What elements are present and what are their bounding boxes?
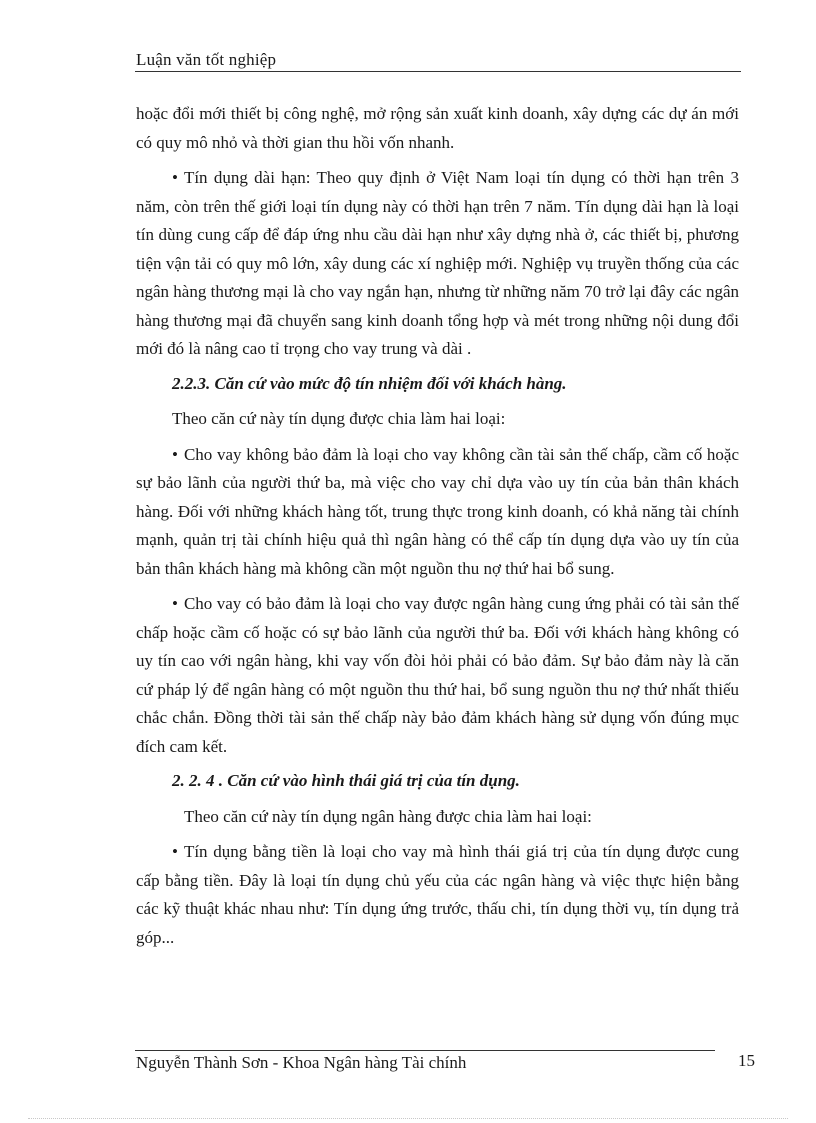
footer-author: Nguyễn Thành Sơn - Khoa Ngân hàng Tài chính [136,1053,467,1072]
page-edge-divider [28,1118,788,1119]
paragraph-unsecured-loan: • Cho vay không bảo đảm là loại cho vay không cần tài sản thế chấp, cầm cố hoặc sự bảo lãnh của người thứ ba, mà việc cho vay chỉ dựa vào uy tín của bản thân khách hàng. Đối với những khách hàng tốt, trung thực trong kinh doanh, có khả năng tài chính mạnh, quản trị tài chính hiệu quả thì ngân hàng có thể cấp tín dụng dựa vào uy tín của bản thân khách hàng mà không cần một nguồn thu nợ thứ hai bổ sung. [136,441,739,584]
paragraph-continuation: hoặc đổi mới thiết bị công nghệ, mở rộng sản xuất kinh doanh, xây dựng các dự án mới có quy mô nhỏ và thời gian thu hồi vốn nhanh. [136,104,739,152]
section-heading-2-2-4: 2. 2. 4 . Căn cứ vào hình thái giá trị của tín dụng. [172,771,520,790]
paragraph-intro-value-form: Theo căn cứ này tín dụng ngân hàng được chia làm hai loại: [184,806,592,826]
section-heading-2-2-3: 2.2.3. Căn cứ vào mức độ tín nhiệm đối với khách hàng. [172,373,567,393]
page-number: 15 [738,1051,755,1070]
paragraph-intro-classification: Theo căn cứ này tín dụng được chia làm hai loại: [172,409,506,428]
paragraph-secured-loan: • Cho vay có bảo đảm là loại cho vay được ngân hàng cung ứng phải có tài sản thế chấp hoặc cầm cố hoặc có sự bảo lãnh của người thứ ba. Đối với khách hàng không có uy tín cao với ngân hàng, khi vay vốn đòi hỏi phải có bảo đảm. Sự bảo đảm này là căn cứ pháp lý để ngân hàng có một nguồn thu thứ hai, bổ sung nguồn thu nợ thứ nhất thiếu chắc chắn. Đồng thời tài sản thế chấp này bảo đảm khách hàng sử dụng vốn đúng mục đích cam kết. [136,590,739,761]
body-text [136,100,739,952]
paragraph-long-term-credit: • Tín dụng dài hạn: Theo quy định ở Việt Nam loại tín dụng có thời hạn trên 3 năm, còn trên thế giới loại tín dụng này có thời hạn trên 7 năm. Tín dụng dài hạn là loại tín dùng cung cấp để đáp ứng nhu cầu dài hạn như xây dựng nhà ở, các thiết bị, phương tiện vận tải có quy mô lớn, xây dung các xí nghiệp mới. Nghiệp vụ truyền thống của các ngân hàng thương mại là cho vay ngắn hạn, nhưng từ những năm 70 trở lại đây các ngân hàng thương mại đã chuyển sang kinh doanh tổng hợp và mét trong những nội dung đổi mới đó là nâng cao tỉ trọng cho vay trung và dài . [136,164,739,364]
header-rule [135,71,741,72]
footer-rule [135,1050,715,1051]
paragraph-cash-credit: • Tín dụng bằng tiền là loại cho vay mà hình thái giá trị của tín dụng được cung cấp bằng tiền. Đây là loại tín dụng chủ yếu của các ngân hàng và việc thực hiện bằng các kỹ thuật khác nhau như: Tín dụng ứng trước, thấu chi, tín dụng thời vụ, tín dụng trả góp... [136,838,739,952]
running-header-title: Luận văn tốt nghiệp [136,50,277,69]
